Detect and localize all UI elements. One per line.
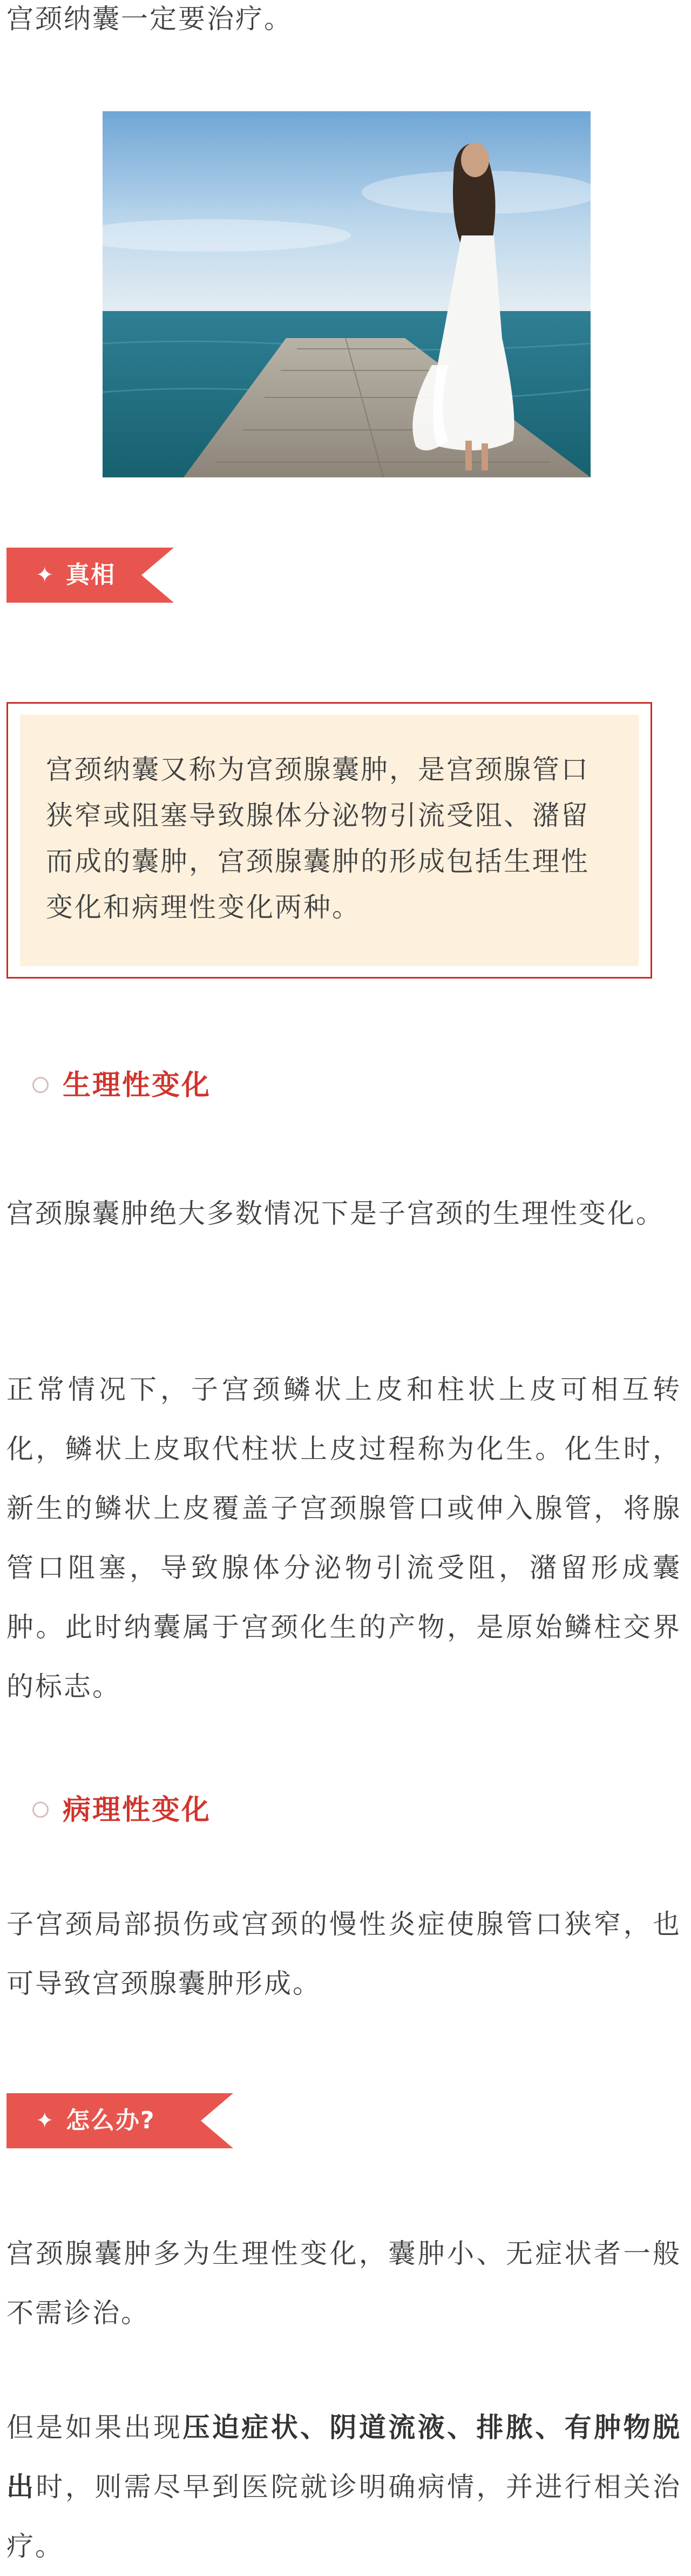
subhead-pathological (32, 1789, 211, 1832)
subhead-label: 生理性变化 (63, 1069, 212, 1102)
paragraph-2: 正常情况下，子宫颈鳞状上皮和柱状上皮可相互转化，鳞状上皮取代柱状上皮过程称为化生。化生时，新生的鳞状上皮覆盖子宫颈腺管口或伸入腺管，将腺管口阻塞，导致腺体分泌物引流受阻，潴留形成囊肿。此时纳囊属于宫颈化生的产物，是原始鳞柱交界的标志。 (6, 1374, 681, 1702)
intro-box (6, 702, 652, 979)
paragraph-5 (6, 2398, 681, 2576)
section-title: 怎么办? (66, 2107, 155, 2134)
star-icon: ✦ (36, 2108, 54, 2133)
paragraph-5-prefix: 但是如果出现 (6, 2412, 183, 2443)
intro-box-text: 宫颈纳囊又称为宫颈腺囊肿，是宫颈腺管口狭窄或阻塞导致腺体分泌物引流受阻、潴留而成的囊肿，宫颈腺囊肿的形成包括生理性变化和病理性变化两种。 (46, 754, 590, 923)
intro-line: 宫颈纳囊一定要治疗。 (6, 3, 293, 35)
paragraph-3: 子宫颈局部损伤或宫颈的慢性炎症使腺管口狭窄，也可导致宫颈腺囊肿形成。 (6, 1909, 681, 1999)
intro-box-fill (20, 714, 639, 966)
paragraph-4: 宫颈腺囊肿多为生理性变化，囊肿小、无症状者一般不需诊治。 (6, 2238, 681, 2329)
section-header-what-to-do (6, 2093, 233, 2148)
circle-bullet-icon (32, 1077, 49, 1093)
paragraph-1: 宫颈腺囊肿绝大多数情况下是子宫颈的生理性变化。 (6, 1198, 665, 1229)
star-icon: ✦ (36, 563, 54, 588)
subhead-label: 病理性变化 (63, 1794, 212, 1826)
hero-image (103, 111, 591, 477)
paragraph-5-emphasis: 压迫症状、阴道流液、排脓、有肿物脱出 (6, 2412, 682, 2503)
pier-photo (103, 111, 591, 477)
subhead-physiological (32, 1064, 211, 1107)
section-header-truth (6, 548, 174, 603)
paragraph-5-suffix: 时，则需尽早到医院就诊明确病情，并进行相关治疗。 (6, 2471, 682, 2562)
section-title: 真相 (66, 561, 116, 589)
circle-bullet-icon (32, 1802, 49, 1818)
